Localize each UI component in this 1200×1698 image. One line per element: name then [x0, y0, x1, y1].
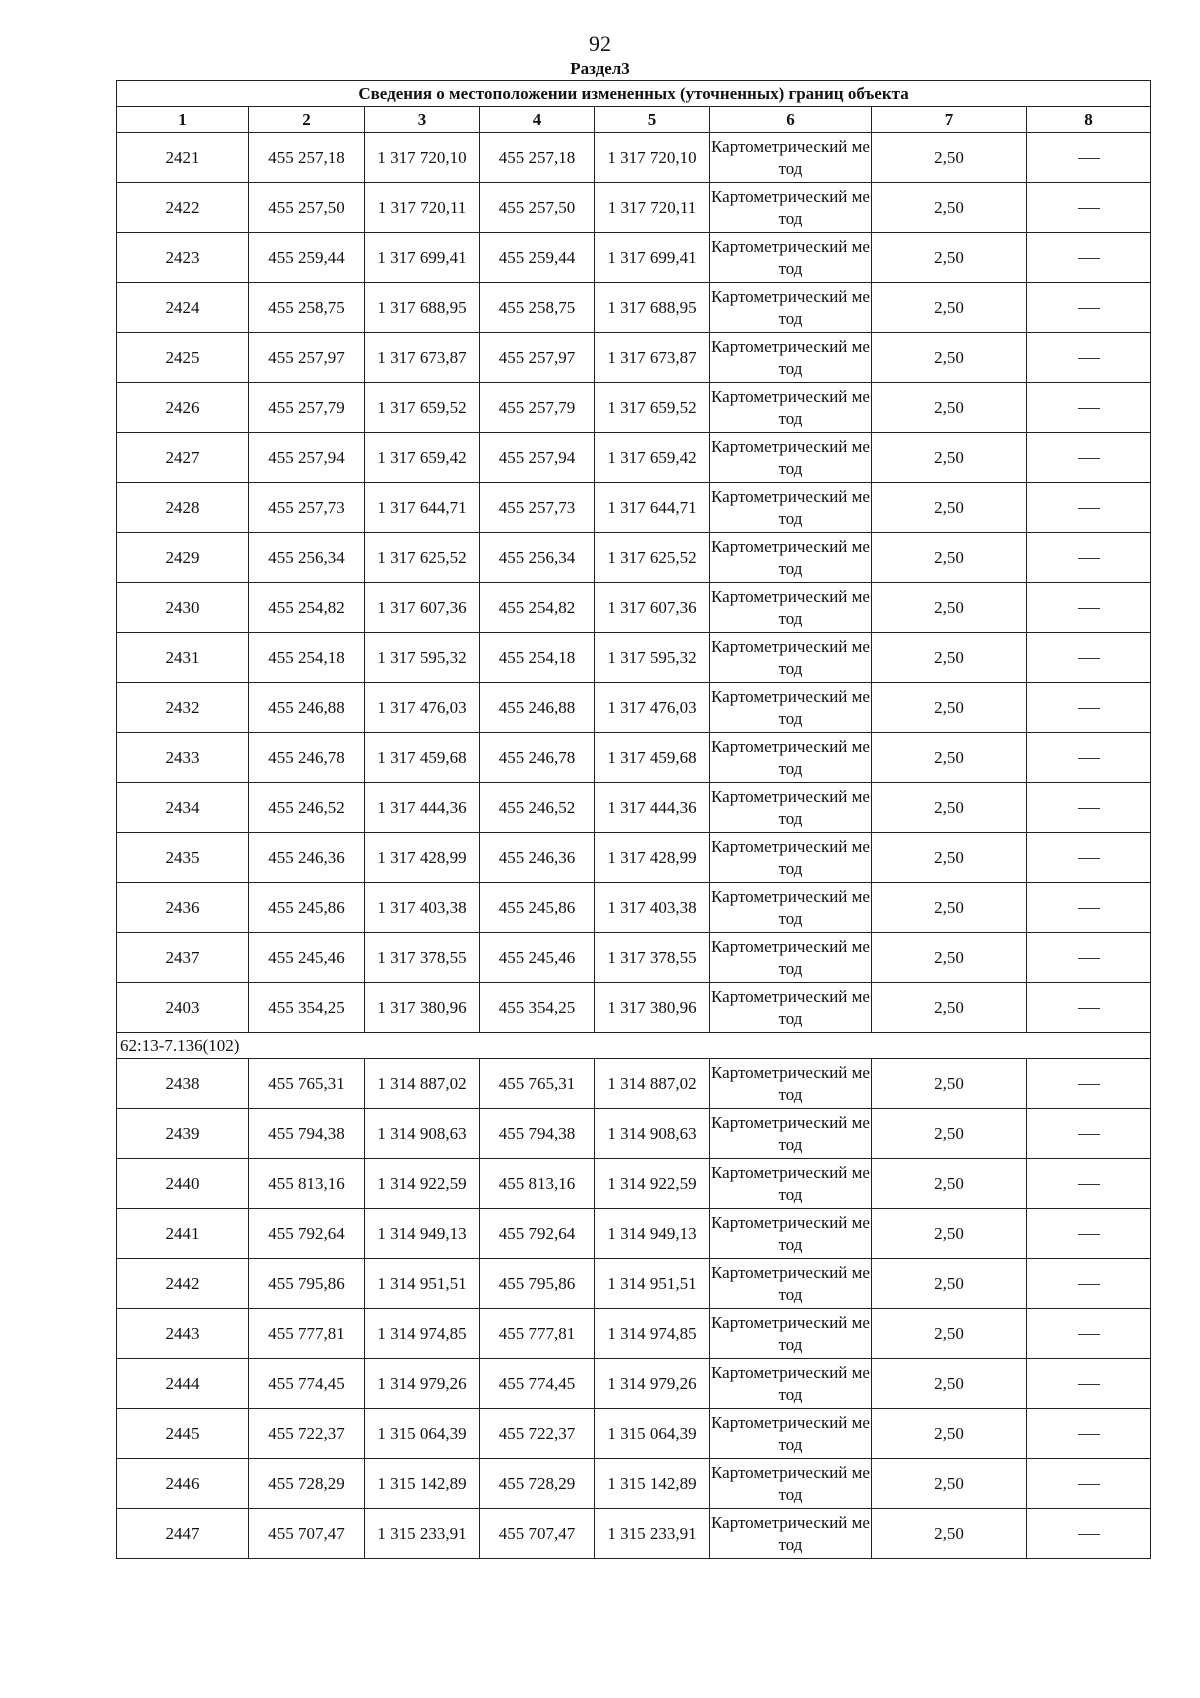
cell-x-existing: 455 777,81: [249, 1309, 365, 1359]
table-row: [117, 1159, 1151, 1209]
cell-x-existing: 455 795,86: [249, 1259, 365, 1309]
cell-description: [1027, 483, 1151, 533]
cell-description: [1027, 1059, 1151, 1109]
cell-method: Картометрический метод: [710, 983, 872, 1033]
cell-method: Картометрический метод: [710, 1309, 872, 1359]
cell-y-existing: 1 315 233,91: [365, 1509, 480, 1559]
table-row: [117, 533, 1151, 583]
table-row: [117, 383, 1151, 433]
cell-x-new: 455 257,73: [480, 483, 595, 533]
cell-method: Картометрический метод: [710, 683, 872, 733]
dash-mark: [1078, 1434, 1100, 1435]
cell-x-existing: 455 246,36: [249, 833, 365, 883]
cell-x-new: 455 259,44: [480, 233, 595, 283]
cell-description: [1027, 933, 1151, 983]
cell-y-existing: 1 317 595,32: [365, 633, 480, 683]
cell-x-existing: 455 794,38: [249, 1109, 365, 1159]
cell-description: [1027, 1409, 1151, 1459]
cell-description: [1027, 583, 1151, 633]
table-row: [117, 1109, 1151, 1159]
cell-y-new: 1 317 459,68: [595, 733, 710, 783]
dash-mark: [1078, 258, 1100, 259]
cell-x-new: 455 256,34: [480, 533, 595, 583]
column-header-4: 4: [480, 107, 595, 133]
cell-method: Картометрический метод: [710, 933, 872, 983]
cell-x-existing: 455 258,75: [249, 283, 365, 333]
cell-accuracy: 2,50: [872, 383, 1027, 433]
cell-accuracy: 2,50: [872, 183, 1027, 233]
cell-x-existing: 455 257,18: [249, 133, 365, 183]
boundary-coordinates-table: [116, 80, 1151, 1559]
cell-accuracy: 2,50: [872, 1459, 1027, 1509]
page-number: 92: [589, 31, 611, 56]
table-row: [117, 333, 1151, 383]
cell-y-new: 1 317 644,71: [595, 483, 710, 533]
cell-point-number: 2435: [117, 833, 249, 883]
cell-description: [1027, 783, 1151, 833]
cell-method: Картометрический метод: [710, 833, 872, 883]
cell-x-new: 455 254,82: [480, 583, 595, 633]
cell-accuracy: 2,50: [872, 933, 1027, 983]
cell-method: Картометрический метод: [710, 583, 872, 633]
dash-mark: [1078, 908, 1100, 909]
dash-mark: [1078, 608, 1100, 609]
cell-accuracy: 2,50: [872, 1409, 1027, 1459]
table-row: [117, 1509, 1151, 1559]
cell-y-existing: 1 317 625,52: [365, 533, 480, 583]
cell-point-number: 2446: [117, 1459, 249, 1509]
cell-point-number: 2426: [117, 383, 249, 433]
cell-description: [1027, 1259, 1151, 1309]
cell-x-existing: 455 257,97: [249, 333, 365, 383]
cell-x-new: 455 246,88: [480, 683, 595, 733]
cell-method: Картометрический метод: [710, 633, 872, 683]
cell-accuracy: 2,50: [872, 1159, 1027, 1209]
cell-y-new: 1 317 476,03: [595, 683, 710, 733]
cell-x-existing: 455 257,50: [249, 183, 365, 233]
cell-y-existing: 1 317 378,55: [365, 933, 480, 983]
cell-y-existing: 1 317 428,99: [365, 833, 480, 883]
cell-method: Картометрический метод: [710, 1209, 872, 1259]
cell-y-existing: 1 314 951,51: [365, 1259, 480, 1309]
cell-x-existing: 455 765,31: [249, 1059, 365, 1109]
table-row: [117, 1259, 1151, 1309]
cell-point-number: 2444: [117, 1359, 249, 1409]
cell-point-number: 2423: [117, 233, 249, 283]
cell-y-new: 1 317 607,36: [595, 583, 710, 633]
cell-x-new: 455 794,38: [480, 1109, 595, 1159]
cell-x-existing: 455 792,64: [249, 1209, 365, 1259]
cell-x-new: 455 777,81: [480, 1309, 595, 1359]
dash-mark: [1078, 808, 1100, 809]
cell-x-existing: 455 246,78: [249, 733, 365, 783]
cell-point-number: 2421: [117, 133, 249, 183]
table-row: [117, 983, 1151, 1033]
cell-description: [1027, 1159, 1151, 1209]
cell-method: Картометрический метод: [710, 883, 872, 933]
cell-accuracy: 2,50: [872, 833, 1027, 883]
cell-y-new: 1 317 378,55: [595, 933, 710, 983]
cell-x-new: 455 257,50: [480, 183, 595, 233]
cell-point-number: 2447: [117, 1509, 249, 1559]
dash-mark: [1078, 658, 1100, 659]
cell-point-number: 2430: [117, 583, 249, 633]
cell-x-existing: 455 254,82: [249, 583, 365, 633]
cell-y-new: 1 317 699,41: [595, 233, 710, 283]
cell-point-number: 2436: [117, 883, 249, 933]
cell-x-new: 455 774,45: [480, 1359, 595, 1409]
cell-y-existing: 1 317 380,96: [365, 983, 480, 1033]
cell-y-new: 1 314 951,51: [595, 1259, 710, 1309]
cell-x-new: 455 257,94: [480, 433, 595, 483]
cell-method: Картометрический метод: [710, 333, 872, 383]
cell-accuracy: 2,50: [872, 133, 1027, 183]
cell-point-number: 2440: [117, 1159, 249, 1209]
cell-point-number: 2442: [117, 1259, 249, 1309]
cell-x-existing: 455 354,25: [249, 983, 365, 1033]
cell-description: [1027, 133, 1151, 183]
cell-y-new: 1 317 720,10: [595, 133, 710, 183]
table-row: [117, 1059, 1151, 1109]
cell-y-existing: 1 317 644,71: [365, 483, 480, 533]
cell-x-existing: 455 728,29: [249, 1459, 365, 1509]
cell-x-new: 455 354,25: [480, 983, 595, 1033]
cell-point-number: 2403: [117, 983, 249, 1033]
dash-mark: [1078, 508, 1100, 509]
cell-x-existing: 455 257,94: [249, 433, 365, 483]
cell-x-new: 455 257,79: [480, 383, 595, 433]
cell-description: [1027, 1109, 1151, 1159]
cell-method: Картометрический метод: [710, 483, 872, 533]
cell-accuracy: 2,50: [872, 1509, 1027, 1559]
cell-y-existing: 1 317 673,87: [365, 333, 480, 383]
dash-mark: [1078, 708, 1100, 709]
cell-description: [1027, 633, 1151, 683]
cell-point-number: 2433: [117, 733, 249, 783]
cell-point-number: 2445: [117, 1409, 249, 1459]
cell-description: [1027, 233, 1151, 283]
dash-mark: [1078, 158, 1100, 159]
cell-description: [1027, 883, 1151, 933]
cell-y-new: 1 315 142,89: [595, 1459, 710, 1509]
cell-y-existing: 1 317 444,36: [365, 783, 480, 833]
column-header-8: 8: [1027, 107, 1151, 133]
table-row: [117, 283, 1151, 333]
table-body: [117, 133, 1151, 1559]
cell-point-number: 2428: [117, 483, 249, 533]
cell-y-existing: 1 317 720,10: [365, 133, 480, 183]
cell-x-new: 455 254,18: [480, 633, 595, 683]
cell-accuracy: 2,50: [872, 733, 1027, 783]
cell-y-new: 1 314 974,85: [595, 1309, 710, 1359]
cell-description: [1027, 983, 1151, 1033]
cell-method: Картометрический метод: [710, 533, 872, 583]
cell-description: [1027, 533, 1151, 583]
cell-y-existing: 1 317 607,36: [365, 583, 480, 633]
column-number-row: [117, 107, 1151, 133]
cell-accuracy: 2,50: [872, 1059, 1027, 1109]
cell-method: Картометрический метод: [710, 383, 872, 433]
cell-x-new: 455 245,46: [480, 933, 595, 983]
column-header-1: 1: [117, 107, 249, 133]
cell-x-existing: 455 774,45: [249, 1359, 365, 1409]
cell-y-new: 1 314 949,13: [595, 1209, 710, 1259]
column-header-6: 6: [710, 107, 872, 133]
table-row: [117, 133, 1151, 183]
cell-description: [1027, 333, 1151, 383]
table-row: [117, 933, 1151, 983]
cell-y-new: 1 317 673,87: [595, 333, 710, 383]
cell-point-number: 2443: [117, 1309, 249, 1359]
cell-method: Картометрический метод: [710, 783, 872, 833]
cell-y-new: 1 317 720,11: [595, 183, 710, 233]
cell-point-number: 2437: [117, 933, 249, 983]
cell-y-new: 1 317 444,36: [595, 783, 710, 833]
cell-description: [1027, 183, 1151, 233]
cell-y-existing: 1 314 922,59: [365, 1159, 480, 1209]
cell-y-new: 1 317 403,38: [595, 883, 710, 933]
dash-mark: [1078, 1484, 1100, 1485]
table-row: [117, 1209, 1151, 1259]
cell-y-existing: 1 317 659,52: [365, 383, 480, 433]
cell-x-existing: 455 259,44: [249, 233, 365, 283]
cell-description: [1027, 383, 1151, 433]
cell-x-existing: 455 245,46: [249, 933, 365, 983]
cell-x-new: 455 257,97: [480, 333, 595, 383]
cell-x-new: 455 813,16: [480, 1159, 595, 1209]
cell-x-existing: 455 254,18: [249, 633, 365, 683]
table-row: [117, 633, 1151, 683]
table-row: [117, 483, 1151, 533]
cell-accuracy: 2,50: [872, 583, 1027, 633]
table-row: [117, 1359, 1151, 1409]
dash-mark: [1078, 308, 1100, 309]
cell-accuracy: 2,50: [872, 533, 1027, 583]
cell-y-new: 1 317 659,42: [595, 433, 710, 483]
dash-mark: [1078, 558, 1100, 559]
cell-x-new: 455 246,52: [480, 783, 595, 833]
section-title: Раздел3: [570, 59, 630, 78]
cell-y-new: 1 317 625,52: [595, 533, 710, 583]
cell-y-new: 1 314 908,63: [595, 1109, 710, 1159]
cell-accuracy: 2,50: [872, 1109, 1027, 1159]
dash-mark: [1078, 208, 1100, 209]
cell-accuracy: 2,50: [872, 883, 1027, 933]
cell-x-new: 455 245,86: [480, 883, 595, 933]
table-caption-row: [117, 81, 1151, 107]
cell-accuracy: 2,50: [872, 633, 1027, 683]
cell-x-new: 455 258,75: [480, 283, 595, 333]
column-header-5: 5: [595, 107, 710, 133]
cell-x-new: 455 707,47: [480, 1509, 595, 1559]
cell-point-number: 2424: [117, 283, 249, 333]
cell-y-existing: 1 314 949,13: [365, 1209, 480, 1259]
cell-point-number: 2427: [117, 433, 249, 483]
cell-point-number: 2431: [117, 633, 249, 683]
cell-accuracy: 2,50: [872, 1309, 1027, 1359]
group-label: 62:13-7.136(102): [117, 1033, 1151, 1059]
cell-x-new: 455 246,78: [480, 733, 595, 783]
cell-point-number: 2425: [117, 333, 249, 383]
cell-y-existing: 1 315 142,89: [365, 1459, 480, 1509]
table-row: [117, 583, 1151, 633]
cell-x-existing: 455 257,73: [249, 483, 365, 533]
dash-mark: [1078, 1384, 1100, 1385]
cell-y-new: 1 317 688,95: [595, 283, 710, 333]
table-row: [117, 783, 1151, 833]
cell-method: Картометрический метод: [710, 233, 872, 283]
cell-y-existing: 1 314 974,85: [365, 1309, 480, 1359]
cell-method: Картометрический метод: [710, 1059, 872, 1109]
cell-y-new: 1 314 887,02: [595, 1059, 710, 1109]
dash-mark: [1078, 458, 1100, 459]
cell-point-number: 2439: [117, 1109, 249, 1159]
table-row: [117, 733, 1151, 783]
dash-mark: [1078, 1084, 1100, 1085]
table-row: [117, 883, 1151, 933]
cell-y-new: 1 317 428,99: [595, 833, 710, 883]
cell-accuracy: 2,50: [872, 1209, 1027, 1259]
cell-y-existing: 1 317 688,95: [365, 283, 480, 333]
cell-point-number: 2432: [117, 683, 249, 733]
cell-y-existing: 1 314 979,26: [365, 1359, 480, 1409]
cell-description: [1027, 1309, 1151, 1359]
cell-accuracy: 2,50: [872, 333, 1027, 383]
cell-x-new: 455 246,36: [480, 833, 595, 883]
dash-mark: [1078, 408, 1100, 409]
cell-x-existing: 455 256,34: [249, 533, 365, 583]
dash-mark: [1078, 1134, 1100, 1135]
cell-accuracy: 2,50: [872, 1259, 1027, 1309]
cell-method: Картометрический метод: [710, 1409, 872, 1459]
cell-x-new: 455 722,37: [480, 1409, 595, 1459]
cell-y-new: 1 315 064,39: [595, 1409, 710, 1459]
table-row: [117, 433, 1151, 483]
cell-description: [1027, 733, 1151, 783]
cell-x-existing: 455 245,86: [249, 883, 365, 933]
cell-y-new: 1 317 659,52: [595, 383, 710, 433]
cell-x-existing: 455 246,52: [249, 783, 365, 833]
cell-point-number: 2441: [117, 1209, 249, 1259]
cell-method: Картометрический метод: [710, 133, 872, 183]
cell-method: Картометрический метод: [710, 1259, 872, 1309]
cell-accuracy: 2,50: [872, 1359, 1027, 1409]
dash-mark: [1078, 958, 1100, 959]
dash-mark: [1078, 1008, 1100, 1009]
dash-mark: [1078, 758, 1100, 759]
cell-y-existing: 1 317 659,42: [365, 433, 480, 483]
cell-x-existing: 455 246,88: [249, 683, 365, 733]
cell-x-existing: 455 257,79: [249, 383, 365, 433]
cell-y-existing: 1 317 720,11: [365, 183, 480, 233]
cell-method: Картометрический метод: [710, 433, 872, 483]
cell-method: Картометрический метод: [710, 1509, 872, 1559]
cell-x-existing: 455 813,16: [249, 1159, 365, 1209]
column-header-3: 3: [365, 107, 480, 133]
cell-x-new: 455 257,18: [480, 133, 595, 183]
cell-description: [1027, 1359, 1151, 1409]
cell-y-existing: 1 317 699,41: [365, 233, 480, 283]
cell-method: Картометрический метод: [710, 1359, 872, 1409]
cell-accuracy: 2,50: [872, 783, 1027, 833]
cell-y-existing: 1 317 403,38: [365, 883, 480, 933]
table-head: [117, 81, 1151, 133]
cell-x-new: 455 795,86: [480, 1259, 595, 1309]
dash-mark: [1078, 1534, 1100, 1535]
column-header-7: 7: [872, 107, 1027, 133]
cell-y-new: 1 314 979,26: [595, 1359, 710, 1409]
table-row: [117, 833, 1151, 883]
cell-description: [1027, 833, 1151, 883]
cell-y-new: 1 314 922,59: [595, 1159, 710, 1209]
table-row: [117, 1409, 1151, 1459]
dash-mark: [1078, 858, 1100, 859]
dash-mark: [1078, 1284, 1100, 1285]
cell-description: [1027, 1459, 1151, 1509]
cell-method: Картометрический метод: [710, 1109, 872, 1159]
table-row: [117, 1309, 1151, 1359]
cell-point-number: 2422: [117, 183, 249, 233]
cell-accuracy: 2,50: [872, 483, 1027, 533]
cell-point-number: 2429: [117, 533, 249, 583]
dash-mark: [1078, 1334, 1100, 1335]
cell-description: [1027, 1209, 1151, 1259]
table-row: [117, 683, 1151, 733]
dash-mark: [1078, 1234, 1100, 1235]
table-row: [117, 233, 1151, 283]
cell-y-existing: 1 315 064,39: [365, 1409, 480, 1459]
cell-method: Картометрический метод: [710, 183, 872, 233]
cell-y-new: 1 317 595,32: [595, 633, 710, 683]
cell-accuracy: 2,50: [872, 233, 1027, 283]
dash-mark: [1078, 1184, 1100, 1185]
group-label-row: [117, 1033, 1151, 1059]
cell-y-existing: 1 317 459,68: [365, 733, 480, 783]
cell-x-new: 455 728,29: [480, 1459, 595, 1509]
cell-method: Картометрический метод: [710, 1459, 872, 1509]
cell-accuracy: 2,50: [872, 283, 1027, 333]
dash-mark: [1078, 358, 1100, 359]
cell-method: Картометрический метод: [710, 733, 872, 783]
cell-description: [1027, 1509, 1151, 1559]
cell-x-new: 455 765,31: [480, 1059, 595, 1109]
table-row: [117, 183, 1151, 233]
cell-point-number: 2438: [117, 1059, 249, 1109]
cell-x-existing: 455 707,47: [249, 1509, 365, 1559]
cell-x-new: 455 792,64: [480, 1209, 595, 1259]
cell-description: [1027, 433, 1151, 483]
cell-y-existing: 1 317 476,03: [365, 683, 480, 733]
cell-y-new: 1 315 233,91: [595, 1509, 710, 1559]
cell-method: Картометрический метод: [710, 1159, 872, 1209]
cell-accuracy: 2,50: [872, 683, 1027, 733]
cell-description: [1027, 683, 1151, 733]
column-header-2: 2: [249, 107, 365, 133]
cell-y-existing: 1 314 908,63: [365, 1109, 480, 1159]
cell-description: [1027, 283, 1151, 333]
table-caption: Сведения о местоположении измененных (уточненных) границ объекта: [117, 81, 1151, 107]
table-row: [117, 1459, 1151, 1509]
cell-method: Картометрический метод: [710, 283, 872, 333]
cell-accuracy: 2,50: [872, 983, 1027, 1033]
cell-x-existing: 455 722,37: [249, 1409, 365, 1459]
cell-y-new: 1 317 380,96: [595, 983, 710, 1033]
cell-y-existing: 1 314 887,02: [365, 1059, 480, 1109]
cell-point-number: 2434: [117, 783, 249, 833]
cell-accuracy: 2,50: [872, 433, 1027, 483]
